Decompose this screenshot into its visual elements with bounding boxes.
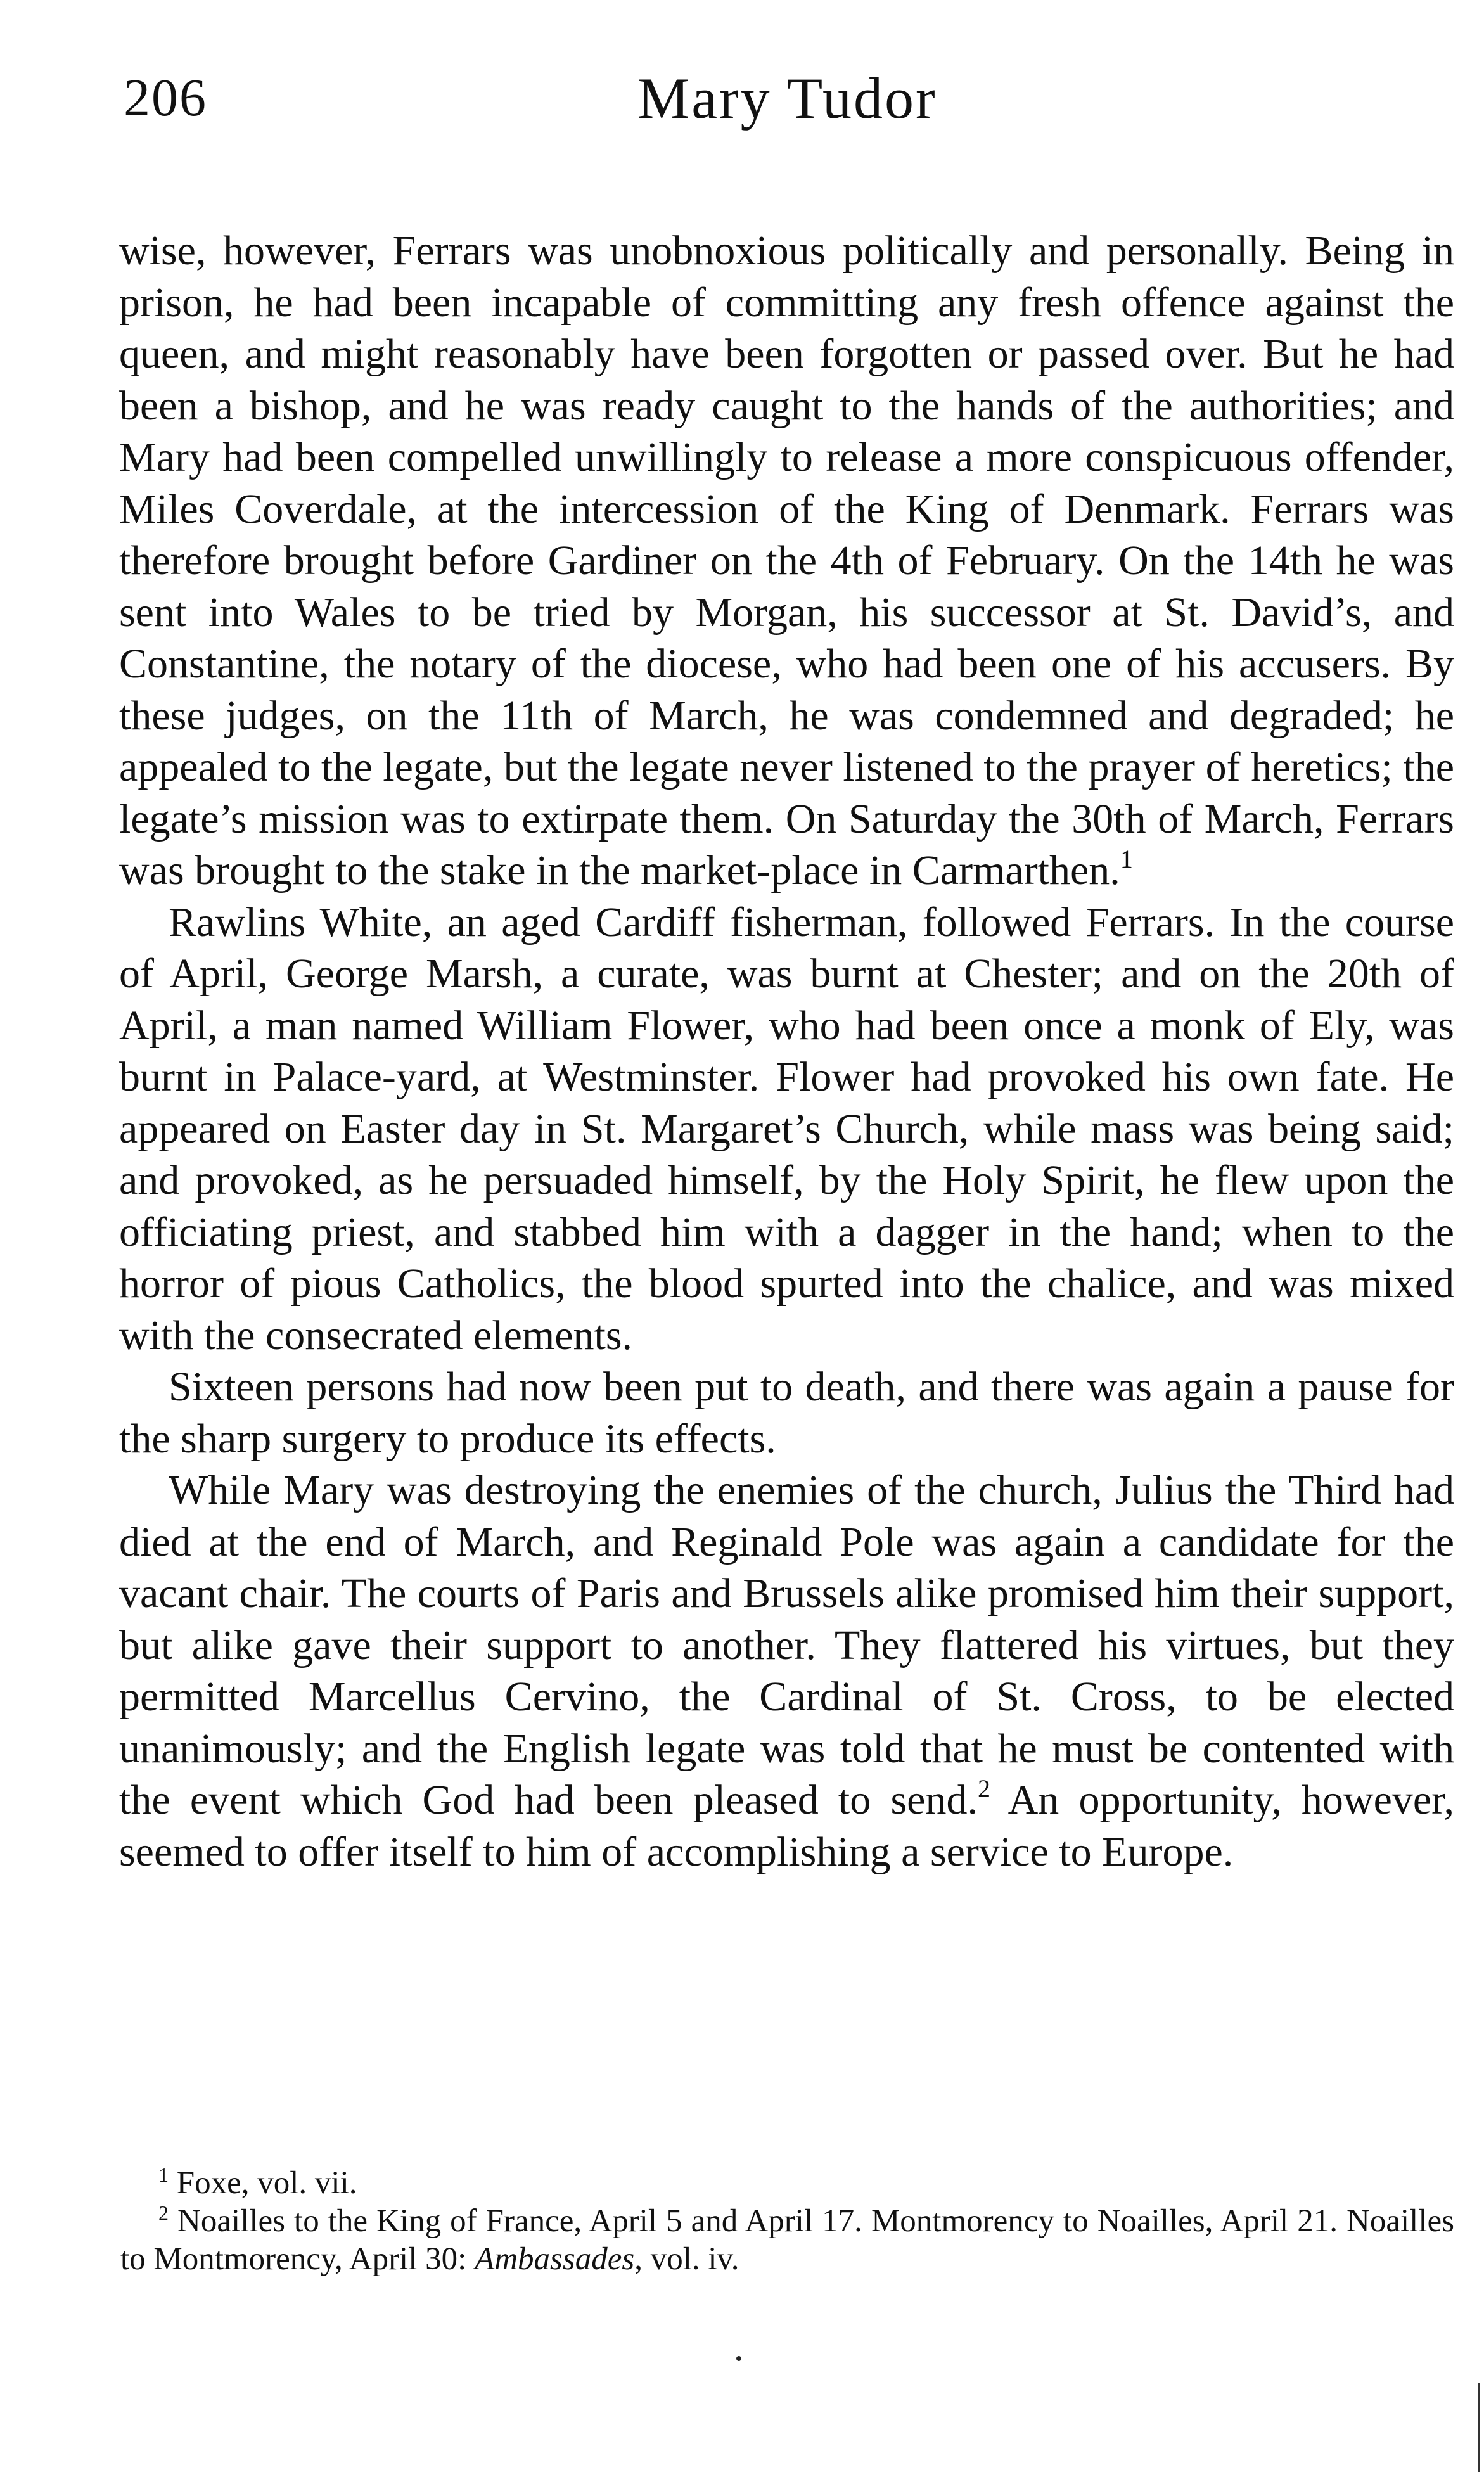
paragraph-4	[119, 1464, 1454, 1878]
footnotes	[120, 2164, 1454, 2278]
page-number: 206	[124, 68, 207, 127]
footnote-2-mark: 2	[158, 2201, 169, 2224]
paragraph-4-text-before-note: While Mary was destroying the enemies of the church, Julius the Third had died at the end of March, and Reginald Pole was again a candidate for the vacant chair. The courts of Paris and Brussels alike promised him their support, but alike gave their support to another. They flattered his virtues, but they permitted Marcellus Cervino, the Cardinal of St. Cross, to be elected unanimously; and the English legate was told that he must be contented with the event which God had been pleased to send.	[119, 1467, 1454, 1823]
paragraph-2-text: Rawlins White, an aged Cardiff fisherman, followed Ferrars. In the course of April, George Marsh, a curate, was burnt at Chester; and on the 20th of April, a man named William Flower, who had been once a monk of Ely, was burnt in Palace-yard, at Westminster. Flower had provoked his own fate. He appeared on Easter day in St. Margaret’s Church, while mass was being said; and provoked, as he persuaded himself, by the Holy Spirit, he flew upon the officiating priest, and stabbed him with a dagger in the hand; when to the horror of pious Catholics, the blood spurted into the chalice, and was mixed with the consecrated elements.	[119, 899, 1454, 1359]
footnote-1-text: Foxe, vol. vii.	[169, 2165, 357, 2201]
paragraph-1	[119, 225, 1454, 897]
page-edge-line	[1478, 2383, 1480, 2472]
paragraph-3-text: Sixteen persons had now been put to death, and there was again a pause for the sharp surgery to produce its effects.	[119, 1364, 1454, 1462]
paragraph-4-text-after-note: An opportunity, however, seemed to offer itself to him of accomplishing a service to Europe.	[119, 1777, 1454, 1875]
footnote-1-mark: 1	[158, 2163, 169, 2186]
footnote-2	[120, 2202, 1454, 2278]
footnote-2-text-before-title: Noailles to the King of France, April 5 and April 17. Montmorency to Noailles, April 21. Noailles to Montmorency, April 30:	[120, 2203, 1454, 2277]
running-title: Mary Tudor	[637, 66, 937, 131]
body-text	[119, 225, 1454, 1878]
page-header	[120, 60, 1454, 155]
paragraph-1-text: wise, however, Ferrars was unobnoxious politically and personally. Being in prison, he had been incapable of committing any fresh offence against the queen, and might reasonably have been forgotten or passed over. But he had been a bishop, and he was ready caught to the hands of the authorities; and Mary had been compelled unwillingly to release a more conspicuous offender, Miles Coverdale, at the intercession of the King of Denmark. Ferrars was therefore brought before Gardiner on the 4th of February. On the 14th he was sent into Wales to be tried by Morgan, his successor at St. David’s, and Constantine, the notary of the diocese, who had been one of his accusers. By these judges, on the 11th of March, he was condemned and degraded; he appealed to the legate, but the legate never listened to the prayer of heretics; the legate’s mission was to extirpate them. On Saturday the 30th of March, Ferrars was brought to the stake in the market-place in Carmarthen.	[119, 227, 1454, 893]
page-mark-dot	[736, 2356, 741, 2361]
paragraph-2	[119, 897, 1454, 1362]
paragraph-3	[119, 1361, 1454, 1464]
footnote-ref-1: 1	[1120, 845, 1133, 873]
footnote-ref-2: 2	[977, 1774, 990, 1803]
footnote-2-book-title: Ambassades	[475, 2241, 635, 2277]
book-page	[120, 60, 1454, 1878]
footnote-2-text-after-title: , vol. iv.	[634, 2241, 739, 2277]
footnote-1	[120, 2164, 1454, 2202]
